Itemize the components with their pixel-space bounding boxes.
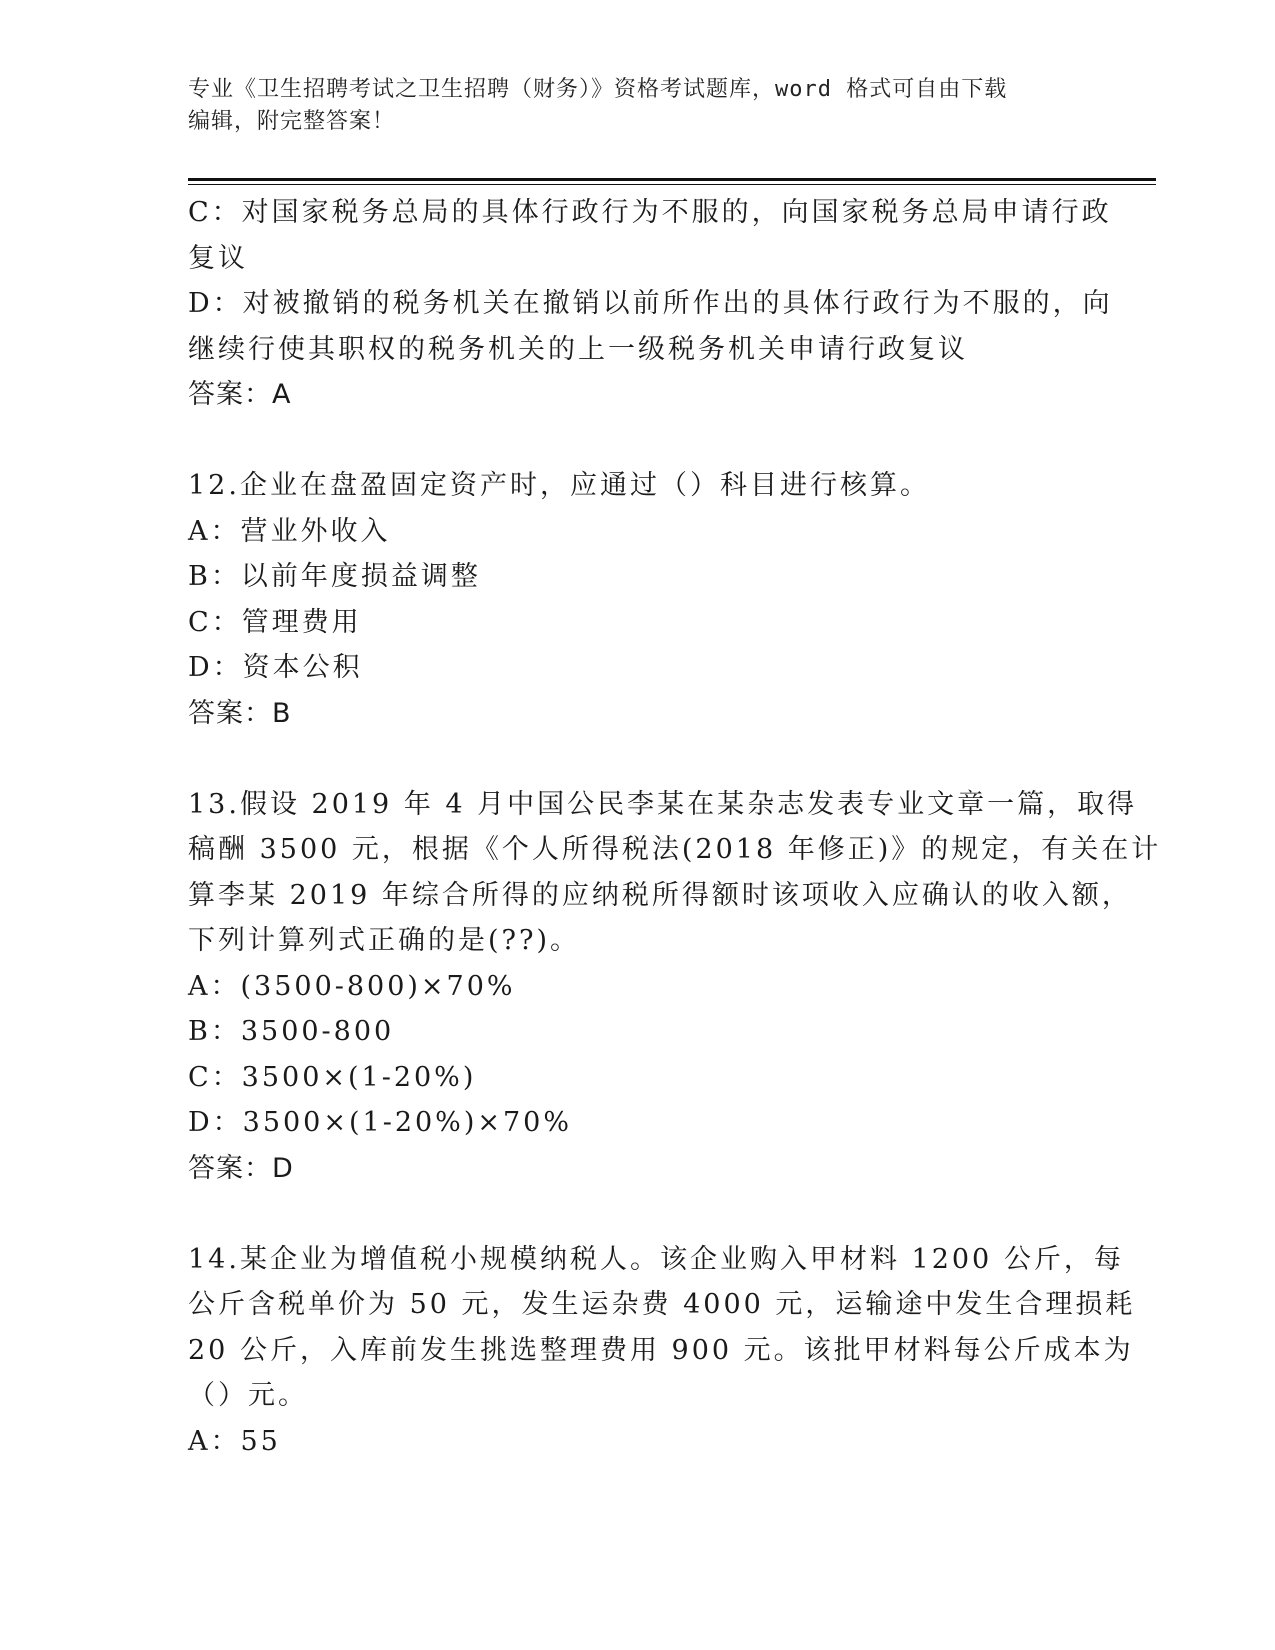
spacer (188, 1191, 1088, 1237)
spacer (188, 736, 1088, 782)
question-14 (188, 1237, 1136, 1465)
option-c-line-2: 复议 (188, 242, 248, 274)
question-stem-line-2: 公斤含税单价为 50 元，发生运杂费 4000 元，运输途中发生合理损耗 (188, 1289, 1136, 1320)
question-stem-line-4: （）元。 (188, 1380, 308, 1411)
option-d-line-2: 继续行使其职权的税务机关的上一级税务机关申请行政复议 (188, 333, 968, 365)
option-c: C：管理费用 (188, 606, 362, 638)
question-stem-line-1: 13.假设 2019 年 4 月中国公民李某在某杂志发表专业文章一篇，取得 (188, 788, 1138, 820)
option-d-line-1: D：对被撤销的税务机关在撤销以前所作出的具体行政行为不服的，向 (188, 288, 1113, 319)
question-stem-line-4: 下列计算列式正确的是(??)。 (188, 925, 581, 956)
header-rule-thick (188, 178, 1156, 181)
option-d: D：3500×(1-20%)×70% (188, 1107, 572, 1138)
question-stem-line-1: 14.某企业为增值税小规模纳税人。该企业购入甲材料 1200 公斤，每 (188, 1243, 1124, 1275)
question-stem: 12.企业在盘盈固定资产时，应通过（）科目进行核算。 (188, 470, 930, 501)
option-a: A：营业外收入 (188, 515, 391, 547)
document-header (188, 74, 1088, 138)
spacer (188, 418, 1088, 464)
header-rule-thin (188, 184, 1156, 185)
option-c-line-1: C：对国家税务总局的具体行政行为不服的，向国家税务总局申请行政 (188, 197, 1112, 228)
question-13 (188, 782, 1162, 1192)
question-stem-line-3: 算李某 2019 年综合所得的应纳税所得额时该项收入应确认的收入额， (188, 879, 1132, 911)
question-stem-line-3: 20 公斤，入库前发生挑选整理费用 900 元。该批甲材料每公斤成本为 (188, 1334, 1134, 1366)
header-line-1: 专业《卫生招聘考试之卫生招聘（财务）》资格考试题库，word 格式可自由下载 (188, 77, 1008, 102)
option-d: D：资本公积 (188, 652, 363, 683)
header-line-2: 编辑，附完整答案！ (188, 109, 396, 134)
option-c: C：3500×(1-20%) (188, 1061, 477, 1093)
option-b: B：以前年度损益调整 (188, 561, 481, 592)
answer-line: 答案：D (188, 1152, 294, 1184)
answer-line: 答案：B (188, 697, 292, 729)
question-stem-line-2: 稿酬 3500 元，根据《个人所得税法(2018 年修正)》的规定，有关在计 (188, 834, 1162, 865)
option-a: A：55 (188, 1425, 281, 1457)
document-body (188, 190, 1162, 1464)
option-b: B：3500-800 (188, 1016, 395, 1047)
question-11-continued (188, 190, 1113, 418)
option-a: A：(3500-800)×70% (188, 970, 516, 1002)
answer-line: 答案：A (188, 379, 292, 410)
question-12 (188, 463, 1088, 736)
